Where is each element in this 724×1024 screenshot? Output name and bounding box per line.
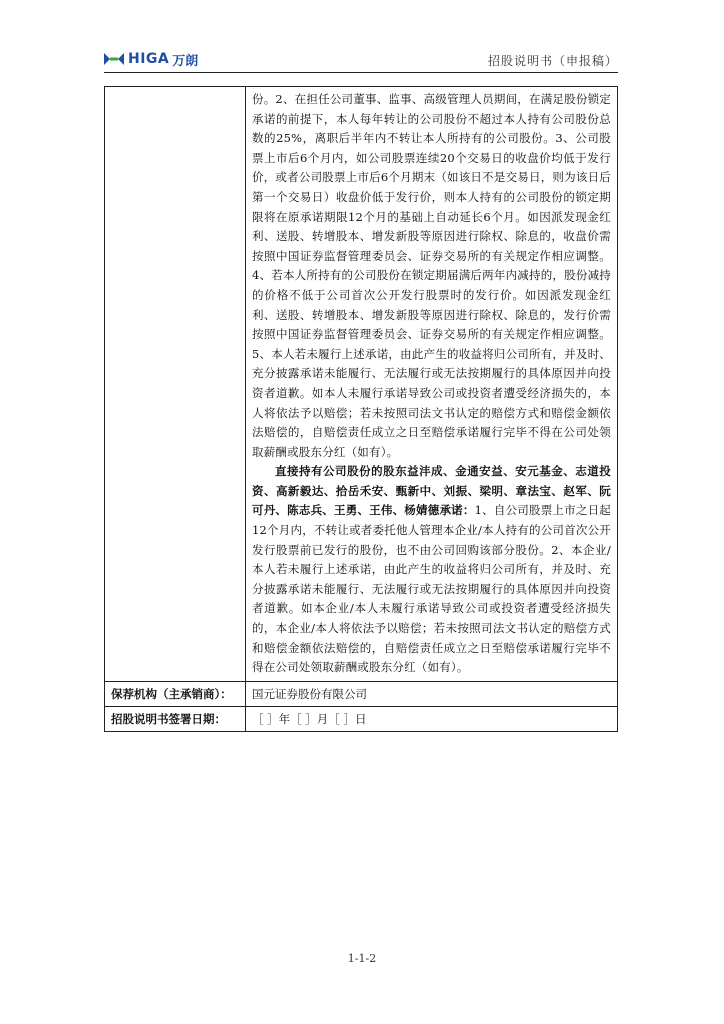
table-row xyxy=(105,706,618,731)
document-title: 招股说明书（申报稿） xyxy=(487,54,618,68)
issuance-info-table xyxy=(104,86,618,732)
logo-text: HIGA xyxy=(128,51,170,67)
sponsor-label: 保荐机构（主承销商）： xyxy=(105,681,246,706)
signing-date-value: ［ ］年［ ］月［ ］日 xyxy=(246,706,618,731)
commitment-paragraph-1: 份。2、在担任公司董事、监事、高级管理人员期间，在满足股份锁定承诺的前提下，本人每年转让的公司股份不超过本人持有公司股份总数的25%，离职后半年内不转让本人所持有的公司股份。3、公司股票上市后6个月内，如公司股票连续20个交易日的收盘价均低于发行价，或者公司股票上市后6个月期末（如该日不是交易日，则为该日后第一个交易日）收盘价低于发行价，则本人持有的公司股份的锁定期限将在原承诺期限12个月的基础上自动延长6个月。如因派发现金红利、送股、转增股本、增发新股等原因进行除权、除息的，收盘价需按照中国证券监督管理委员会、证券交易所的有关规定作相应调整。4、若本人所持有的公司股份在锁定期届满后两年内减持的，股份减持的价格不低于公司首次公开发行股票时的发行价。如因派发现金红利、送股、转增股本、增发新股等原因进行除权、除息的，发行价需按照中国证券监督管理委员会、证券交易所的有关规定作相应调整。5、本人若未履行上述承诺，由此产生的收益将归公司所有，并及时、充分披露承诺未能履行、无法履行或无法按期履行的具体原因并向投资者道歉。如本人未履行承诺导致公司或投资者遭受经济损失的，本人将依法予以赔偿；若未按照司法文书认定的赔偿方式和赔偿金额依法赔偿的，自赔偿责任成立之日至赔偿承诺履行完毕不得在公司处领取薪酬或股东分红（如有）。 xyxy=(252,92,611,459)
shareholder-list: 直接持有公司股份的股东益沣成、金通安益、安元基金、志道投资、高新毅达、拾岳禾安、甄新中、刘振、梁明、章法宝、赵军、阮可丹、陈志兵、王勇、王伟、杨婧德承诺： xyxy=(252,464,611,518)
logo-chinese-name: 万朗 xyxy=(172,53,199,69)
shareholder-commitment-text: 1、自公司股票上市之日起12个月内，不转让或者委托他人管理本企业/本人持有的公司首次公开发行股票前已发行的股份，也不由公司回购该部分股份。2、本企业/本人若未履行上述承诺，由此产生的收益将归公司所有，并及时、充分披露承诺未能履行、无法履行或无法按期履行的具体原因并向投资者道歉。如本企业/本人未履行承诺导致公司或投资者遭受经济损失的，本企业/本人将依法予以赔偿；若未按照司法文书认定的赔偿方式和赔偿金额依法赔偿的，自赔偿责任成立之日至赔偿承诺履行完毕不得在公司处领取薪酬或股东分红（如有）。 xyxy=(252,503,611,675)
table-row xyxy=(105,681,618,706)
higa-logo-icon xyxy=(104,51,124,67)
sponsor-value: 国元证券股份有限公司 xyxy=(246,681,618,706)
empty-label-cell xyxy=(105,87,246,682)
commitment-cell xyxy=(246,87,618,682)
commitment-paragraph-2 xyxy=(252,462,611,678)
page-number: 1-1-2 xyxy=(347,952,377,965)
company-logo xyxy=(104,49,198,69)
table-row xyxy=(105,87,618,682)
signing-date-label: 招股说明书签署日期： xyxy=(105,706,246,731)
header-divider xyxy=(104,72,618,73)
page-header xyxy=(104,46,618,72)
